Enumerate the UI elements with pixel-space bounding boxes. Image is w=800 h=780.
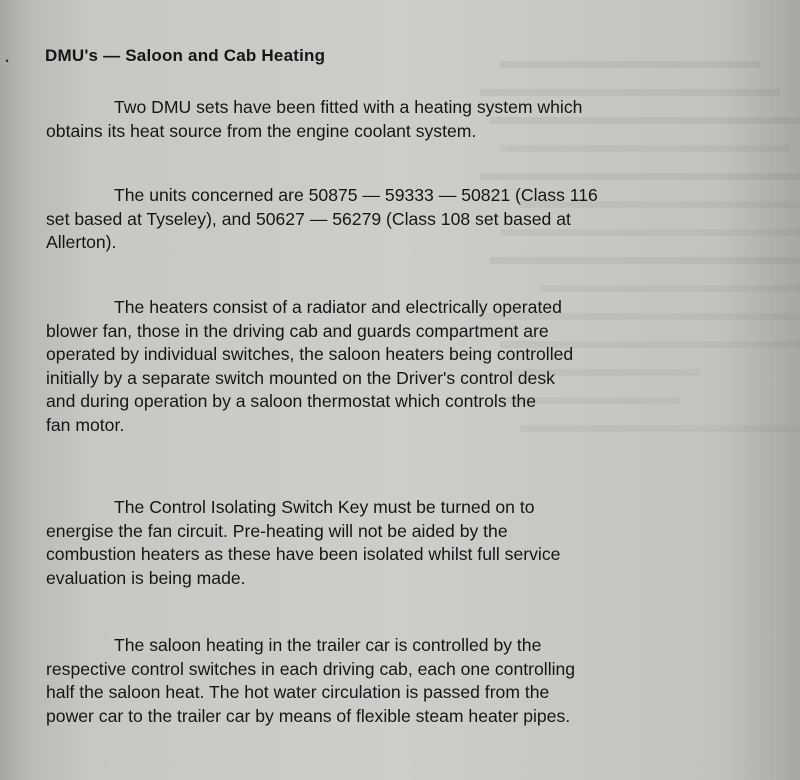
margin-mark: . [4,42,11,67]
paragraph-line: energise the fan circuit. Pre-heating will not be aided by the [46,520,508,541]
paragraph-line: and during operation by a saloon thermostat which controls the [46,391,536,411]
paragraph-line: respective control switches in each driving cab, each one controlling [46,658,576,679]
paragraph-line: evaluation is being made. [46,567,246,588]
paragraph-line: set based at Tyseley), and 50627 — 56279 (Class 108 set based at [46,208,571,229]
paragraph-2 [46,184,766,255]
section-heading: DMU's — Saloon and Cab Heating [45,46,326,65]
paragraph-line: Two DMU sets have been fitted with a heating system which [114,97,583,117]
paragraph-line: power car to the trailer car by means of flexible steam heater pipes. [46,705,571,726]
paragraph-line: blower fan, those in the driving cab and guards compartment are [46,320,549,341]
paragraph-1 [46,96,766,143]
paragraph-line: fan motor. [46,414,125,435]
paragraph-line: The heaters consist of a radiator and electrically operated [114,297,562,317]
paragraph-3 [46,296,766,437]
paragraph-4 [46,496,766,590]
paragraph-line: The saloon heating in the trailer car is controlled by the [114,635,542,655]
paragraph-line: combustion heaters as these have been isolated whilst full service [46,544,561,564]
paragraph-line: The Control Isolating Switch Key must be turned on to [114,497,535,517]
paragraph-line: obtains its heat source from the engine coolant system. [46,120,477,141]
paragraph-line: half the saloon heat. The hot water circulation is passed from the [46,682,550,702]
paragraph-line: Allerton). [46,232,117,252]
paragraph-5 [46,634,766,728]
paragraph-line: The units concerned are 50875 — 59333 — 50821 (Class 116 [114,185,598,205]
paragraph-line: initially by a separate switch mounted on the Driver's control desk [46,367,555,388]
paragraph-line: operated by individual switches, the saloon heaters being controlled [46,344,574,364]
